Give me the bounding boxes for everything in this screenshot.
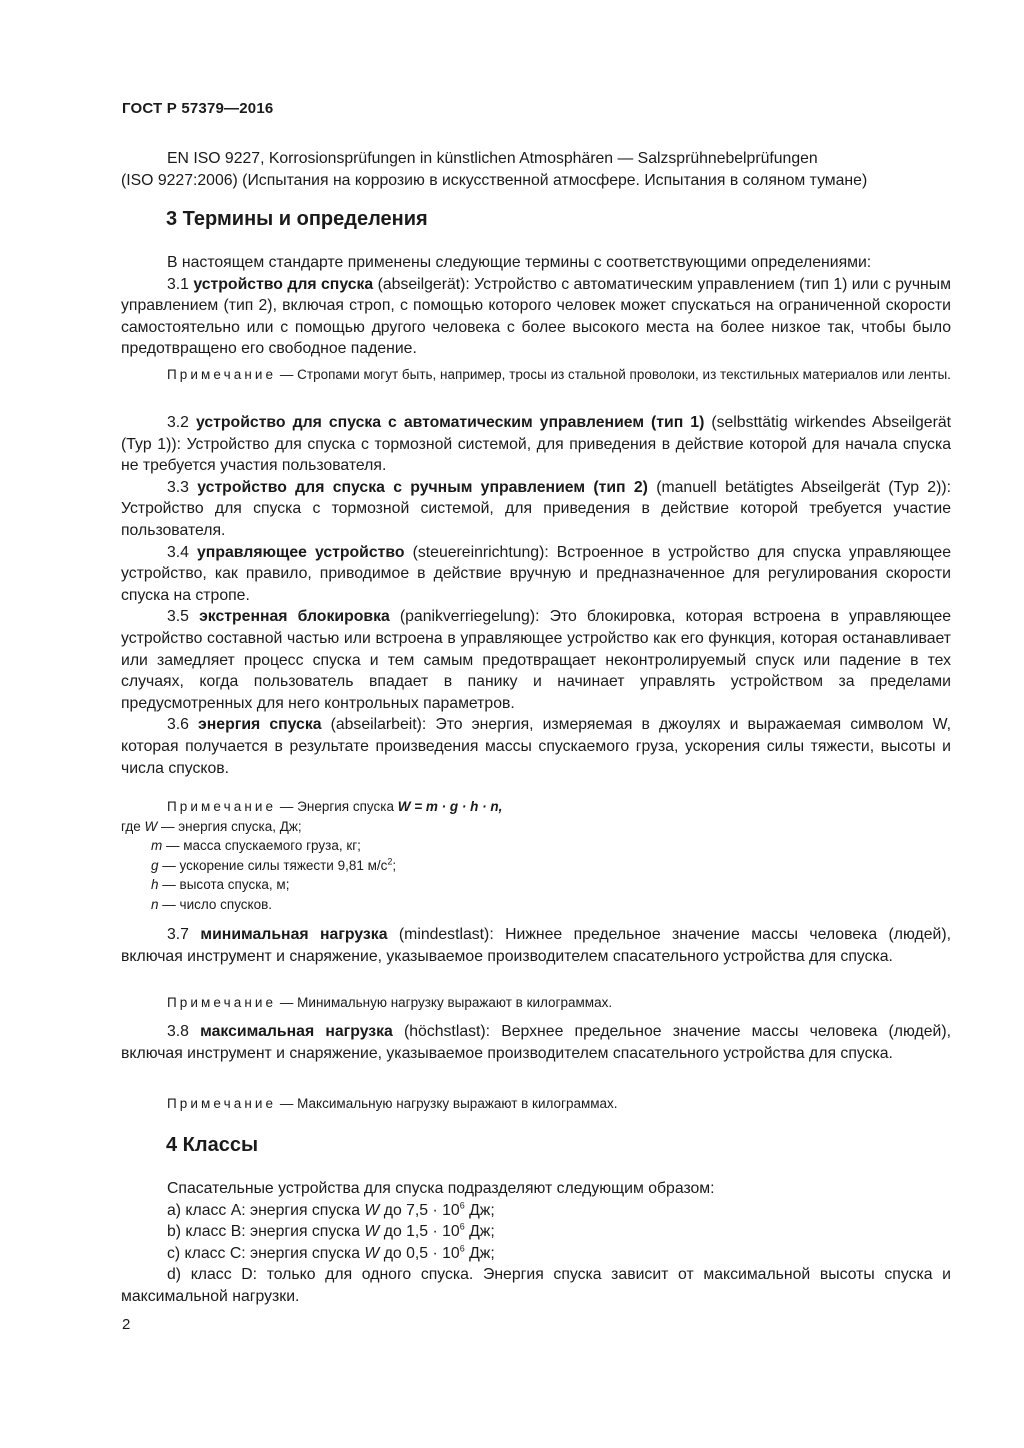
term-3-4-definition: (steuereinrichtung): Встроенное в устройство для спуска управляющее устройство, как правило, приводимое в действие вручную и предназначенное для регулирования скорости спуска на стропе. xyxy=(121,543,951,604)
symbol-h: h xyxy=(151,877,159,892)
term-3-8-name: максимальная нагрузка xyxy=(200,1023,393,1040)
symbol-g-exponent: 2 xyxy=(387,856,393,866)
class-c-exponent: 6 xyxy=(459,1243,465,1254)
term-3-6 xyxy=(121,714,951,779)
note-label: Примечание xyxy=(167,995,277,1010)
symbol-W-desc: — энергия спуска, Дж; xyxy=(160,818,302,834)
symbol-n: n xyxy=(151,896,159,912)
term-3-2-definition: (selbsttätig wirkendes Abseilgerät (Typ 1)): Устройство для спуска с тормозной системой, для приведения в действие которой для начала спуска не требуется участия пользователя. xyxy=(121,414,952,475)
term-3-6-definition: (abseilarbeit): Это энергия, измеряемая в джоулях и выражаемая символом W, которая получается в результате произведения массы спускаемого груза, ускорения силы тяжести, высоты и числа спусков. xyxy=(121,716,952,777)
note-3-8 xyxy=(121,1094,951,1113)
term-3-1 xyxy=(121,274,951,360)
class-c-symbol: W xyxy=(364,1244,380,1262)
section-3-body-part-2 xyxy=(121,412,951,779)
term-3-2-name: устройство для спуска с автоматическим управлением (тип 1) xyxy=(195,414,705,431)
class-a-text: a) класс A: энергия спуска xyxy=(167,1201,365,1219)
class-a-item xyxy=(121,1200,951,1222)
symbol-m-desc: — масса спускаемого груза, кг; xyxy=(166,838,361,853)
term-3-7-number: 3.7 xyxy=(167,926,189,943)
class-c-value: до 0,5 · 10 xyxy=(379,1244,460,1262)
symbol-g: g xyxy=(151,857,159,873)
symbol-W: W xyxy=(144,818,158,834)
term-3-1-name: устройство для спуска xyxy=(193,275,374,293)
term-3-7-definition: (mindestlast): Нижнее предельное значение массы человека (людей), включая инструмент и снаряжение, указываемое производителем спасательного устройства для спуска. xyxy=(121,926,952,965)
class-c-unit: Дж; xyxy=(464,1244,495,1262)
class-c-text: c) класс C: энергия спуска xyxy=(167,1244,365,1262)
reference-en-iso-9227 xyxy=(121,148,951,191)
term-3-5-definition: (panikverriegelung): Это блокировка, которая встроена в управляющее устройство составной частью или встроена в управляющее устройство как его функция, которая останавливает или замедляет процесс спуска и тем самым предотвращает неконтролируемый спуск или падение в тех случаях, когда пользователь впадает в панику и начинает управлять устройством за пределами предусмотренных для него контрольных параметров. xyxy=(121,608,952,712)
term-3-8-definition: (höchstlast): Верхнее предельное значение массы человека (людей), включая инструмент и снаряжение, указываемое производителем спасательного устройства для спуска. xyxy=(121,1023,951,1062)
term-3-5 xyxy=(121,606,951,714)
formula-lead: — Энергия спуска xyxy=(279,799,394,814)
formula-where-row-n xyxy=(121,895,502,915)
section-4-title: 4 Классы xyxy=(166,1134,259,1156)
class-b-item xyxy=(121,1221,951,1243)
class-b-value: до 1,5 · 10 xyxy=(379,1223,460,1240)
note-label: Примечание xyxy=(167,799,277,814)
page-number: 2 xyxy=(122,1316,131,1333)
class-a-unit: Дж; xyxy=(464,1201,495,1219)
term-3-4-number: 3.4 xyxy=(167,543,189,561)
note-text: — Максимальную нагрузку выражают в килограммах. xyxy=(279,1096,618,1111)
formula-where-row-W xyxy=(121,817,502,837)
class-c-item xyxy=(121,1243,951,1265)
term-3-2-number: 3.2 xyxy=(167,414,189,431)
section-3-body-part-1 xyxy=(121,252,951,360)
symbol-n-desc: — число спусков. xyxy=(162,896,273,912)
formula-where-row-m xyxy=(121,836,502,856)
symbol-g-tail: ; xyxy=(392,857,397,873)
term-3-7-name: минимальная нагрузка xyxy=(200,926,388,943)
term-3-8 xyxy=(121,1021,951,1064)
term-3-4 xyxy=(121,542,951,607)
symbol-g-desc: — ускорение силы тяжести 9,81 м/с xyxy=(162,857,388,873)
formula-where-row-g xyxy=(121,856,502,876)
section-3-title: 3 Термины и определения xyxy=(166,208,428,230)
class-a-symbol: W xyxy=(364,1201,380,1219)
term-3-7-block xyxy=(121,924,951,967)
term-3-4-name: управляющее устройство xyxy=(197,543,405,561)
term-3-2 xyxy=(121,412,951,477)
reference-line-2: (ISO 9227:2006) (Испытания на коррозию в искусственной атмосфере. Испытания в соляном тумане) xyxy=(121,171,868,189)
reference-line-1: EN ISO 9227, Korrosionsprüfungen in künstlichen Atmosphären — Salzsprühnebelprüfungen xyxy=(167,150,818,167)
term-3-3-name: устройство для спуска с ручным управлением (тип 2) xyxy=(197,478,648,496)
term-3-6-number: 3.6 xyxy=(167,716,189,734)
class-b-exponent: 6 xyxy=(459,1221,465,1232)
note-text: — Стропами могут быть, например, тросы из стальной проволоки, из текстильных материалов или ленты. xyxy=(279,367,951,382)
formula-where-row-h xyxy=(121,875,502,895)
class-b-unit: Дж; xyxy=(464,1223,495,1240)
term-3-8-number: 3.8 xyxy=(167,1023,189,1040)
note-text: — Минимальную нагрузку выражают в килограммах. xyxy=(279,995,613,1010)
term-3-7 xyxy=(121,924,951,967)
section-3-intro: В настоящем стандарте применены следующие термины с соответствующими определениями: xyxy=(167,254,872,271)
term-3-5-number: 3.5 xyxy=(167,608,189,626)
note-3-7 xyxy=(121,993,951,1012)
term-3-3-number: 3.3 xyxy=(167,478,189,496)
class-b-text: b) класс B: энергия спуска xyxy=(167,1223,365,1240)
term-3-1-definition: (abseilgerät): Устройство с автоматическим управлением (тип 1) или с ручным управлением (тип 2), включая строп, с помощью которого человек может спускаться на ограниченной скорости самостоятельно или с помощью другого человека с более высокого места на более низкое так, чтобы было предотвращено его свободное падение. xyxy=(121,275,951,358)
symbol-h-desc: — высота спуска, м; xyxy=(162,877,290,892)
note-label: Примечание xyxy=(167,367,277,382)
document-code-header: ГОСТ Р 57379—2016 xyxy=(122,100,274,117)
note-3-1 xyxy=(121,365,951,384)
note-3-6-formula xyxy=(121,797,502,914)
class-d-item: d) класс D: только для одного спуска. Энергия спуска зависит от максимальной высоты спуска и максимальной нагрузки. xyxy=(121,1266,951,1305)
class-a-exponent: 6 xyxy=(459,1200,465,1211)
term-3-8-block xyxy=(121,1021,951,1064)
where-label: где xyxy=(121,818,141,834)
term-3-3-definition: (manuell betätigtes Abseilgerät (Typ 2)): Устройство для спуска с тормозной системой, для приведения в действие которой требуется участие пользователя. xyxy=(121,478,952,539)
class-a-value: до 7,5 · 10 xyxy=(379,1201,460,1219)
class-b-symbol: W xyxy=(364,1223,380,1240)
section-4-intro: Спасательные устройства для спуска подразделяют следующим образом: xyxy=(167,1180,715,1197)
term-3-3 xyxy=(121,477,951,542)
section-4-body xyxy=(121,1178,951,1307)
term-3-6-name: энергия спуска xyxy=(198,716,322,734)
formula-expression: W = m · g · h · n, xyxy=(397,799,503,814)
term-3-5-name: экстренная блокировка xyxy=(199,608,390,626)
term-3-1-number: 3.1 xyxy=(167,275,189,293)
formula-line xyxy=(121,797,502,817)
symbol-m: m xyxy=(151,838,163,853)
note-label: Примечание xyxy=(167,1096,277,1111)
